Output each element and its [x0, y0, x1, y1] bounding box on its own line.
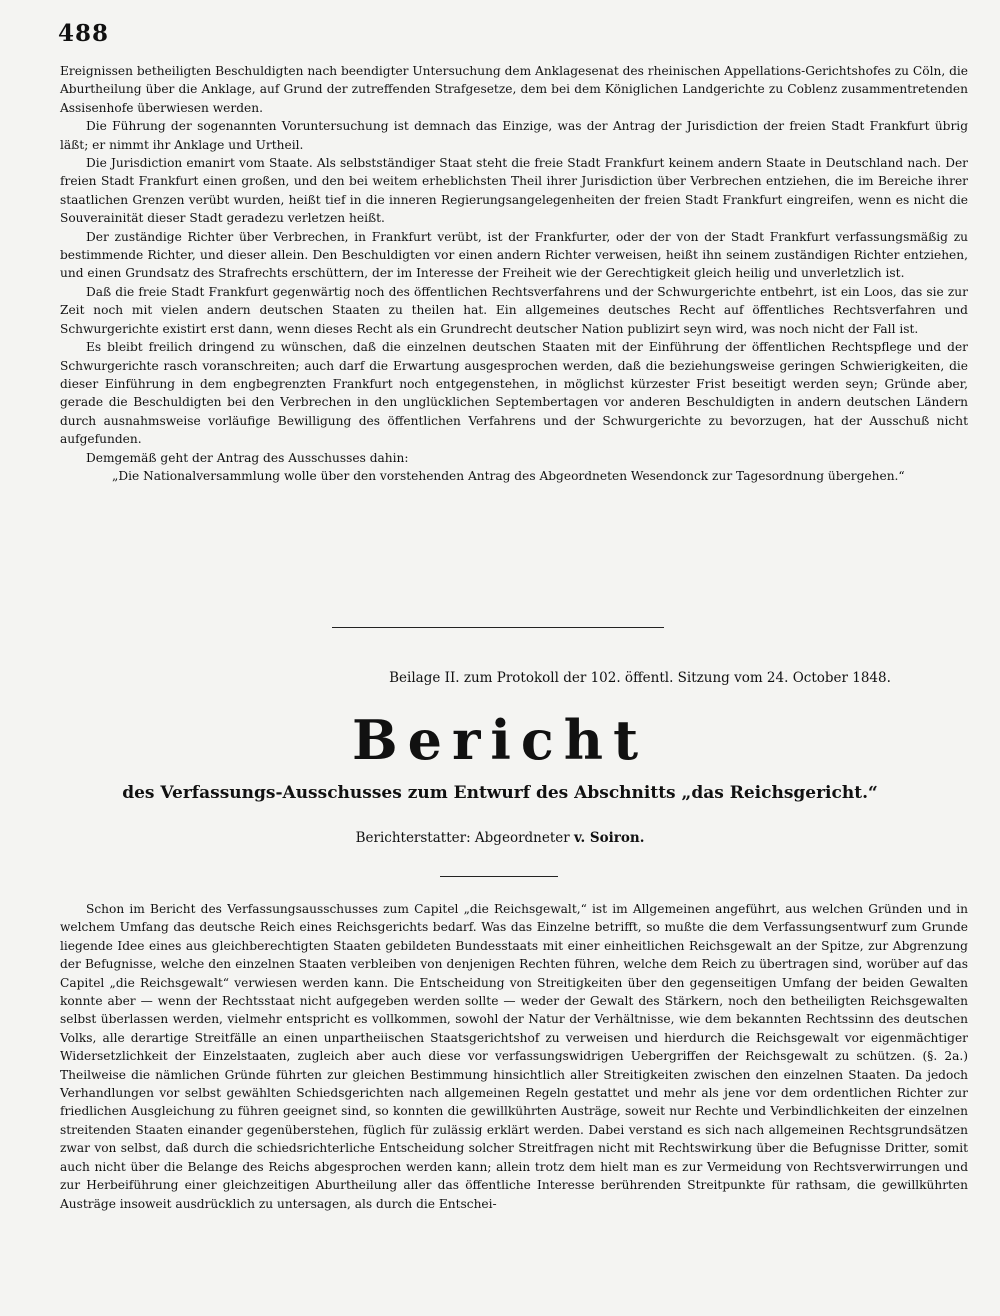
- paragraph: Die Führung der sogenannten Voruntersuchung ist demnach das Einzige, was der Antrag der Jurisdiction der freien Stadt Frankfurt übrig läßt; er nimmt ihr Anklage und Urtheil.: [60, 119, 968, 152]
- report-subtitle: des Verfassungs-Ausschusses zum Entwurf des Abschnitts „das Reichsgericht.“: [122, 783, 878, 803]
- report-title: Bericht: [351, 708, 649, 772]
- motion-quote: „Die Nationalversammlung wolle über den vorstehenden Antrag des Abgeordneten Wesendonck zur Tagesordnung übergehen.“: [112, 468, 905, 483]
- paragraph: Die Jurisdiction emanirt vom Staate. Als selbstständiger Staat steht die freie Stadt Frankfurt keinem andern Staate in Deutschland nach. Der freien Stadt Frankfurt einen großen, und den bei weitem erheblichsten Theil ihrer Jurisdiction über Verbrechen entziehen, die im Bereiche ihrer staatlichen Grenzen verübt wurden, heißt tief in die inneren Regierungsangelegenheiten der freien Stadt Frankfurt eingreifen, wenn es nicht die Souverainität dieser Stadt geradezu verletzen heißt.: [60, 156, 968, 226]
- paragraph: Schon im Bericht des Verfassungsausschusses zum Capitel „die Reichsgewalt,“ ist im Allgemeinen angeführt, aus welchen Gründen und in welchem Umfang das deutsche Reich eines Reichsgerichts bedarf. Was das Einzelne betrifft, so mußte die dem Verfassungsentwurf zum Grunde liegende Idee eines aus gleichberechtigten Staaten gebildeten Bundesstaats mit einer einheitlichen Reichsgewalt an der Spitze, zur Abgrenzung der Befugnisse, welche den einzelnen Staaten verbleiben von denjenigen Rechten führen, welche dem Reich zu übertragen sind, worüber auf das Capitel „die Reichsgewalt“ verwiesen werden kann. Die Entscheidung von Streitigkeiten über den gegenseitigen Umfang der beiden Gewalten konnte aber — wenn der Rechtsstaat nicht aufgegeben werden sollte — weder der Gewalt des Stärkern, noch den betheiligten Reichsgewalten selbst überlassen werden, vielmehr entspricht es vollkommen, sowohl der Natur der Verhältnisse, wie dem bekannten Rechtssinn des deutschen Volks, alle derartige Streitfälle an einen unpartheiischen Staatsgerichtshof zu verweisen und hierdurch die Reichsgewalt vor eigenmächtiger Widersetzlichkeit der Einzelstaaten, zugleich aber auch diese vor verfassungswidrigen Uebergriffen der Reichsgewalt zu schützen. (§. 2a.) Theilweise die nämlichen Gründe führten zur gleichen Bestimmung hinsichtlich aller Streitigkeiten zwischen den einzelnen Staaten. Da jedoch Verhandlungen vor selbst gewählten Schiedsgerichten nach allgemeinen Regeln gestattet und mehr als jene vor dem ordentlichen Richter zur friedlichen Ausgleichung zu führen geeignet sind, so konnten die gewillkührten Austräge, soweit nur Rechte und Verbindlichkeiten der einzelnen streitenden Staaten einander gegenüberstehen, füglich für zulässig erklärt werden. Dabei verstand es sich nach allgemeinen Rechtsgrundsätzen zwar von selbst, daß durch die schiedsrichterliche Entscheidung solcher Streitfragen nicht mit Rechtswirkung über die Befugnisse Dritter, somit auch nicht über die Belange des Reichs abgesprochen werden kann; allein trotz dem hielt man es zur Vermeidung von Rechtsverwirrungen und zur Herbeiführung einer gleichzeitigen Aburtheilung aller das öffentliche Interesse berührenden Streitpunkte für rathsam, die gewillkührten Austräge insoweit ausdrücklich zu untersagen, als durch die Entschei-: [60, 902, 968, 1211]
- supplement-heading: [0, 670, 1000, 686]
- reporter-label: Berichterstatter: Abgeordneter: [355, 830, 570, 846]
- paragraph: Demgemäß geht der Antrag des Ausschusses dahin:: [86, 450, 409, 465]
- title-divider: [440, 876, 558, 877]
- report-body: [60, 900, 968, 1213]
- paragraph: Es bleibt freilich dringend zu wünschen, daß die einzelnen deutschen Staaten mit der Einführung der öffentlichen Rechtspflege und der Schwurgerichte rasch voranschreiten; auch darf die Erwartung ausgesprochen werden, daß die beziehungsweise geringen Schwierigkeiten, die dieser Einführung in dem engbegrenzten Frankfurt noch entgegenstehen, in möglichst kürzester Frist beseitigt werden seyn; Gründe aber, gerade die Beschuldigten bei den Verbrechen in den unglücklichen Septembertagen vor anderen Beschuldigten in andern deutschen Ländern durch ausnahmsweise vorläufige Bewilligung des öffentlichen Verfahrens und der Schwurgerichte zu bevorzugen, hat der Ausschuß nicht aufgefunden.: [60, 340, 968, 447]
- top-text-block: [60, 62, 968, 485]
- supplement-text: Beilage II. zum Protokoll der 102. öffentl. Sitzung vom 24. October 1848.: [389, 670, 891, 686]
- reporter-name: v. Soiron.: [574, 830, 645, 846]
- paragraph: Daß die freie Stadt Frankfurt gegenwärtig noch des öffentlichen Rechtsverfahrens und der Schwurgerichte entbehrt, ist ein Loos, das sie zur Zeit noch mit vielen andern deutschen Staaten zu theilen hat. Ein allgemeines deutsches Recht auf öffentliches Rechtsverfahren und Schwurgerichte existirt erst dann, wenn dieses Recht als ein Grundrecht deutscher Nation publizirt seyn wird, was noch nicht der Fall ist.: [60, 284, 968, 336]
- reporter-line: [0, 830, 1000, 846]
- paragraph: Ereignissen betheiligten Beschuldigten nach beendigter Untersuchung dem Anklagesenat des rheinischen Appellations-Gerichtshofes zu Cöln, die Aburtheilung über die Anklage, auf Grund der zutreffenden Strafgesetze, dem bei dem Königlichen Landgerichte zu Coblenz zusammentretenden Assisenhofe überwiesen werden.: [60, 64, 968, 115]
- page-number: 488: [58, 20, 110, 47]
- section-divider: [332, 627, 664, 628]
- paragraph: Der zuständige Richter über Verbrechen, in Frankfurt verübt, ist der Frankfurter, oder der von der Stadt Frankfurt verfassungsmäßig zu bestimmende Richter, und dieser allein. Den Beschuldigten vor einen andern Richter verweisen, heißt ihn seinem zuständigen Richter entziehen, und einen Grundsatz des Strafrechts erschüttern, der im Interesse der Freiheit wie der Gerechtigkeit gleich heilig und unverletzlich ist.: [60, 229, 968, 281]
